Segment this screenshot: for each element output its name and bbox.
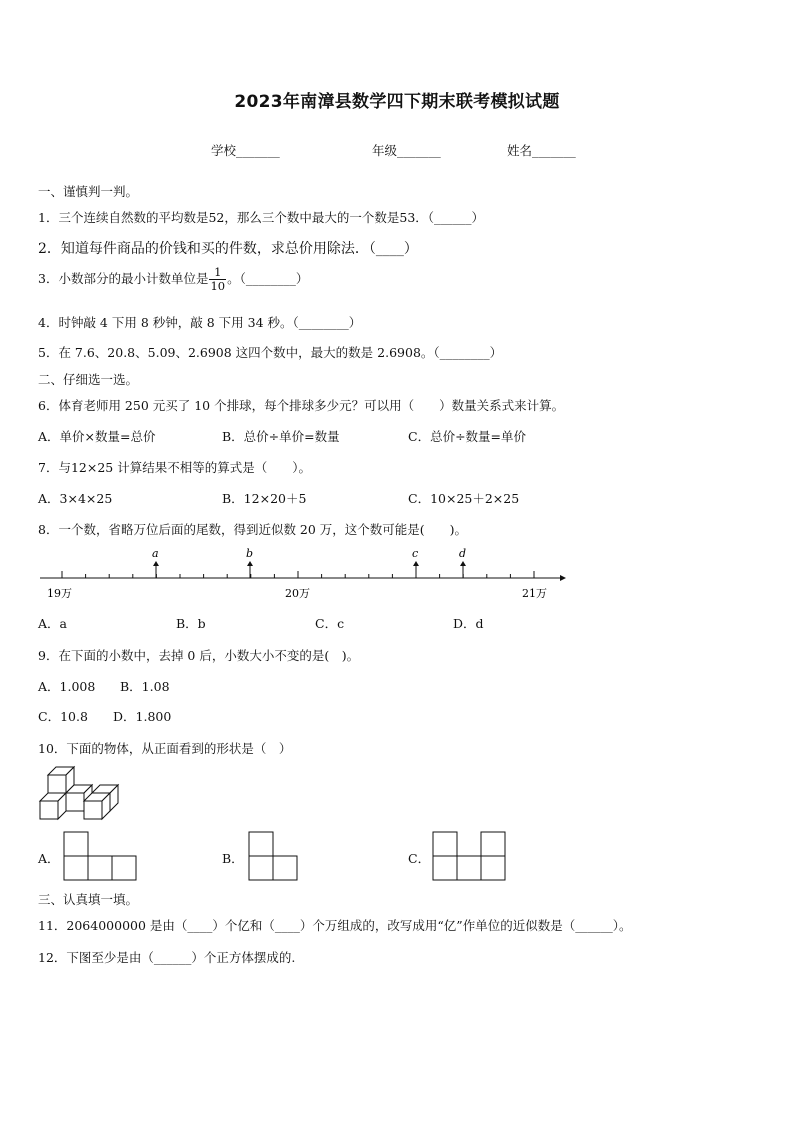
tick-label-19wan: 19万 [47, 587, 72, 600]
question-4: 4．时钟敲 4 下用 8 秒钟，敲 8 下用 34 秒。（________） [38, 315, 362, 330]
q8-option-d[interactable]: D．d [453, 616, 484, 631]
point-b-label: b [246, 547, 254, 560]
point-b-marker [247, 561, 253, 578]
section-heading-judge: 一、谨慎判一判。 [38, 184, 139, 199]
q10-option-a[interactable]: A． [38, 851, 60, 866]
q9-option-a[interactable]: A．1.008 [38, 679, 96, 694]
section-heading-fill: 三、认真填一填。 [38, 892, 139, 907]
point-c-marker [413, 561, 419, 578]
question-8: 8．一个数，省略万位后面的尾数，得到近似数 20 万，这个数可能是( )。 [38, 522, 468, 537]
q8-option-a[interactable]: A．a [38, 616, 67, 631]
question-1: 1．三个连续自然数的平均数是52，那么三个数中最大的一个数是53．（______） [38, 210, 485, 225]
grade-field[interactable]: 年级_______ [372, 143, 441, 158]
name-field[interactable]: 姓名_______ [507, 143, 576, 158]
q6-option-a[interactable]: A．单价×数量=总价 [38, 429, 156, 444]
q10-option-b[interactable]: B． [222, 851, 244, 866]
q10-option-c-shape [433, 832, 505, 880]
question-3-text: 3．小数部分的最小计数单位是 [38, 271, 209, 286]
q9-option-c[interactable]: C．10.8 [38, 709, 88, 724]
tick-label-21wan: 21万 [522, 587, 547, 600]
q7-option-b[interactable]: B．12×20＋5 [222, 491, 307, 506]
point-c-label: c [412, 547, 419, 560]
tick-label-20wan: 20万 [285, 587, 310, 600]
question-12: 12．下图至少是由（______）个正方体摆成的. [38, 950, 296, 965]
point-d-label: d [459, 547, 467, 560]
point-d-marker [460, 561, 466, 578]
q10-option-b-shape [249, 832, 297, 880]
q10-option-c[interactable]: C． [408, 851, 431, 866]
question-5: 5．在 7.6、20.8、5.09、2.6908 这四个数中，最大的数是 2.6908。（________） [38, 345, 503, 360]
section-heading-choose: 二、仔细选一选。 [38, 372, 139, 387]
point-a-marker [153, 561, 159, 578]
question-3-answer: 。（________） [227, 271, 309, 286]
q8-option-c[interactable]: C．c [315, 616, 345, 631]
q9-option-b[interactable]: B．1.08 [120, 679, 170, 694]
school-field[interactable]: 学校_______ [211, 143, 280, 158]
q9-option-d[interactable]: D．1.800 [113, 709, 172, 724]
q7-option-a[interactable]: A．3×4×25 [38, 491, 113, 506]
q10-option-a-shape [64, 832, 136, 880]
question-9: 9．在下面的小数中，去掉 0 后，小数大小不变的是( )。 [38, 648, 360, 663]
question-2: 2．知道每件商品的价钱和买的件数，求总价用除法．（____） [38, 241, 418, 257]
fraction-denominator: 10 [210, 279, 226, 293]
point-a-label: a [152, 547, 159, 560]
number-line [40, 547, 566, 600]
q8-option-b[interactable]: B．b [176, 616, 206, 631]
question-11: 11．2064000000 是由（____）个亿和（____）个万组成的，改写成用“亿”作单位的近似数是（______）。 [38, 918, 632, 933]
q6-option-c[interactable]: C．总价÷数量=单价 [408, 429, 527, 444]
q7-option-c[interactable]: C．10×25＋2×25 [408, 491, 520, 506]
fraction-numerator: 1 [209, 266, 226, 280]
cube-object-figure [40, 767, 118, 819]
page-title: 2023年南漳县数学四下期末联考模拟试题 [234, 92, 560, 112]
question-10: 10．下面的物体，从正面看到的形状是（ ） [38, 741, 292, 756]
q6-option-b[interactable]: B．总价÷单价=数量 [222, 429, 340, 444]
question-6: 6．体育老师用 250 元买了 10 个排球，每个排球多少元？可以用（ ）数量关系式来计算。 [38, 398, 565, 413]
question-7: 7．与12×25 计算结果不相等的算式是（ ）。 [38, 460, 311, 475]
